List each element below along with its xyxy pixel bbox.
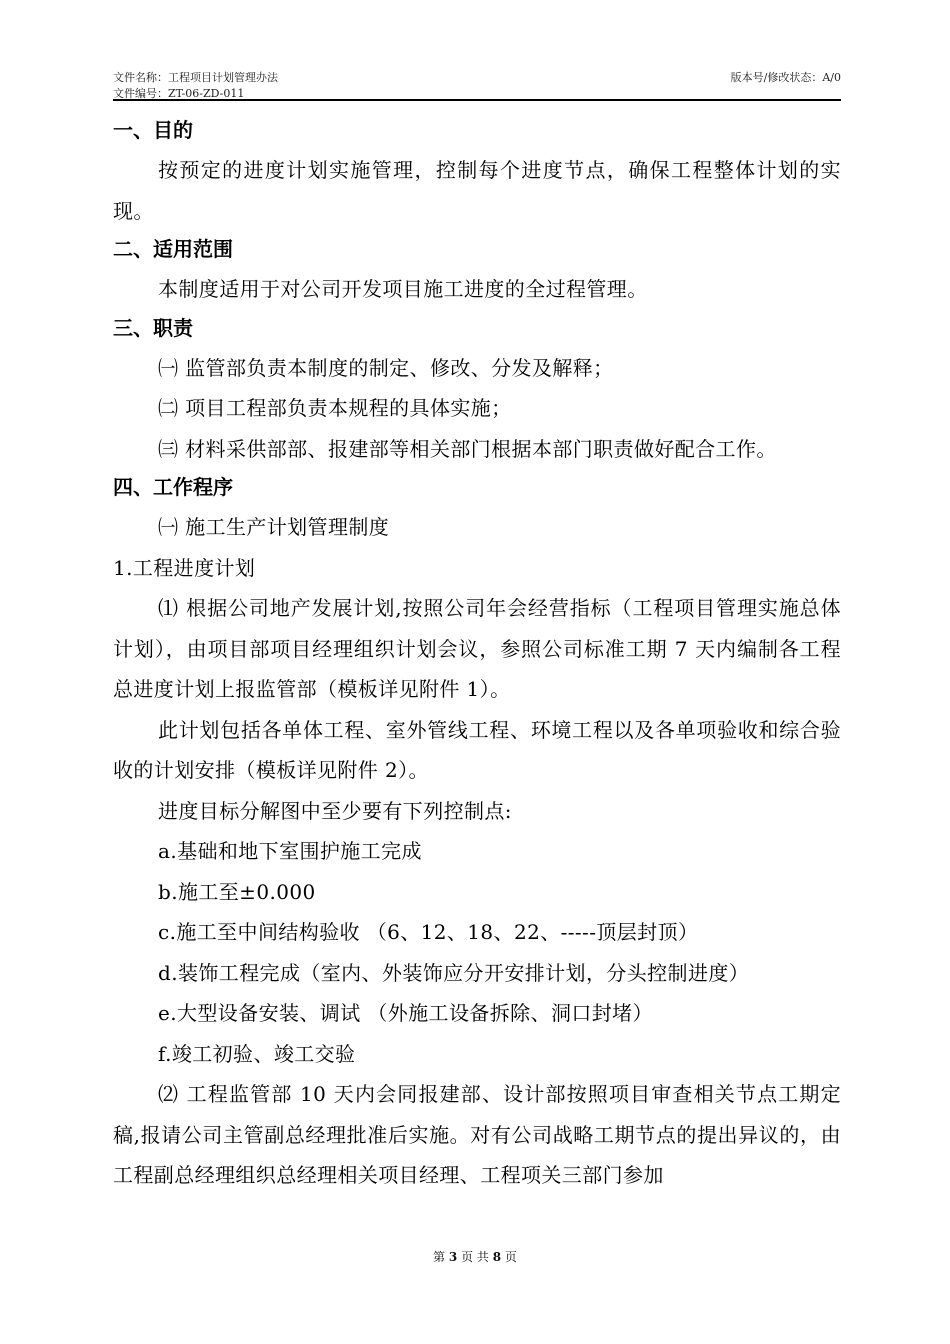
page-header [113, 70, 841, 99]
control-point-f: f.竣工初验、竣工交验 [158, 1041, 356, 1066]
footer-total-pages: 8 [492, 1250, 502, 1264]
control-point-b: b.施工至±0.000 [158, 879, 316, 904]
paragraph-procedure-1: ⑴ 根据公司地产发展计划,按照公司年会经营指标（工程项目管理实施总体计划），由项目部项目经理组织计划会议，参照公司标准工期 7 天内编制各工程总进度计划上报监管部（模板详见附件 1）。 [113, 596, 841, 701]
footer-page-number: 3 [448, 1250, 458, 1264]
section-heading-scope: 二、适用范围 [113, 237, 233, 261]
control-point-d: d.装饰工程完成（室内、外装饰应分开安排计划，分头控制进度） [158, 960, 750, 985]
header-rule [113, 99, 841, 101]
control-point-a: a.基础和地下室围护施工完成 [158, 839, 422, 863]
paragraph-procedure-4: ⑵ 工程监管部 10 天内会同报建部、设计部按照项目审查相关节点工期定稿,报请公司主管副总经理批准后实施。对有公司战略工期节点的提出异议的，由工程副总经理组织总经理相关项目经理、工程项关三部门参加 [113, 1082, 841, 1187]
document-body [113, 112, 841, 1196]
header-version: 版本号/修改状态：A/0 [730, 71, 841, 84]
page-footer [0, 1248, 950, 1265]
section-heading-procedure: 四、工作程序 [113, 475, 233, 499]
header-file-name: 文件名称：工程项目计划管理办法 [113, 71, 278, 84]
responsibility-item-2: ㈡ 项目工程部负责本规程的具体实施； [158, 396, 512, 420]
section-heading-responsibilities: 三、职责 [113, 315, 193, 340]
control-point-e: e.大型设备安装、调试 （外施工设备拆除、洞口封堵） [158, 1001, 653, 1025]
footer-middle: 页 共 [461, 1250, 489, 1264]
responsibility-item-1: ㈠ 监管部负责本制度的制定、修改、分发及解释； [158, 355, 614, 380]
subsection-title: ㈠ 施工生产计划管理制度 [158, 515, 390, 539]
header-file-code: 文件编号：ZT-06-ZD-011 [113, 87, 245, 99]
footer-suffix: 页 [504, 1250, 517, 1264]
item-title: 1.工程进度计划 [113, 555, 256, 580]
paragraph-scope: 本制度适用于对公司开发项目施工进度的全过程管理。 [158, 277, 648, 301]
responsibility-item-3: ㈢ 材料采供部部、报建部等相关部门根据本部门职责做好配合工作。 [158, 436, 777, 461]
control-point-c: c.施工至中间结构验收 （6、12、18、22、-----顶层封顶） [158, 920, 699, 944]
paragraph-procedure-3: 进度目标分解图中至少要有下列控制点: [158, 798, 512, 823]
paragraph-procedure-2: 此计划包括各单体工程、室外管线工程、环境工程以及各单项验收和综合验收的计划安排（模板详见附件 2）。 [113, 717, 841, 782]
footer-prefix: 第 [433, 1250, 446, 1264]
paragraph-purpose: 按预定的进度计划实施管理，控制每个进度节点，确保工程整体计划的实现。 [113, 158, 841, 223]
section-heading-purpose: 一、目的 [113, 118, 193, 142]
